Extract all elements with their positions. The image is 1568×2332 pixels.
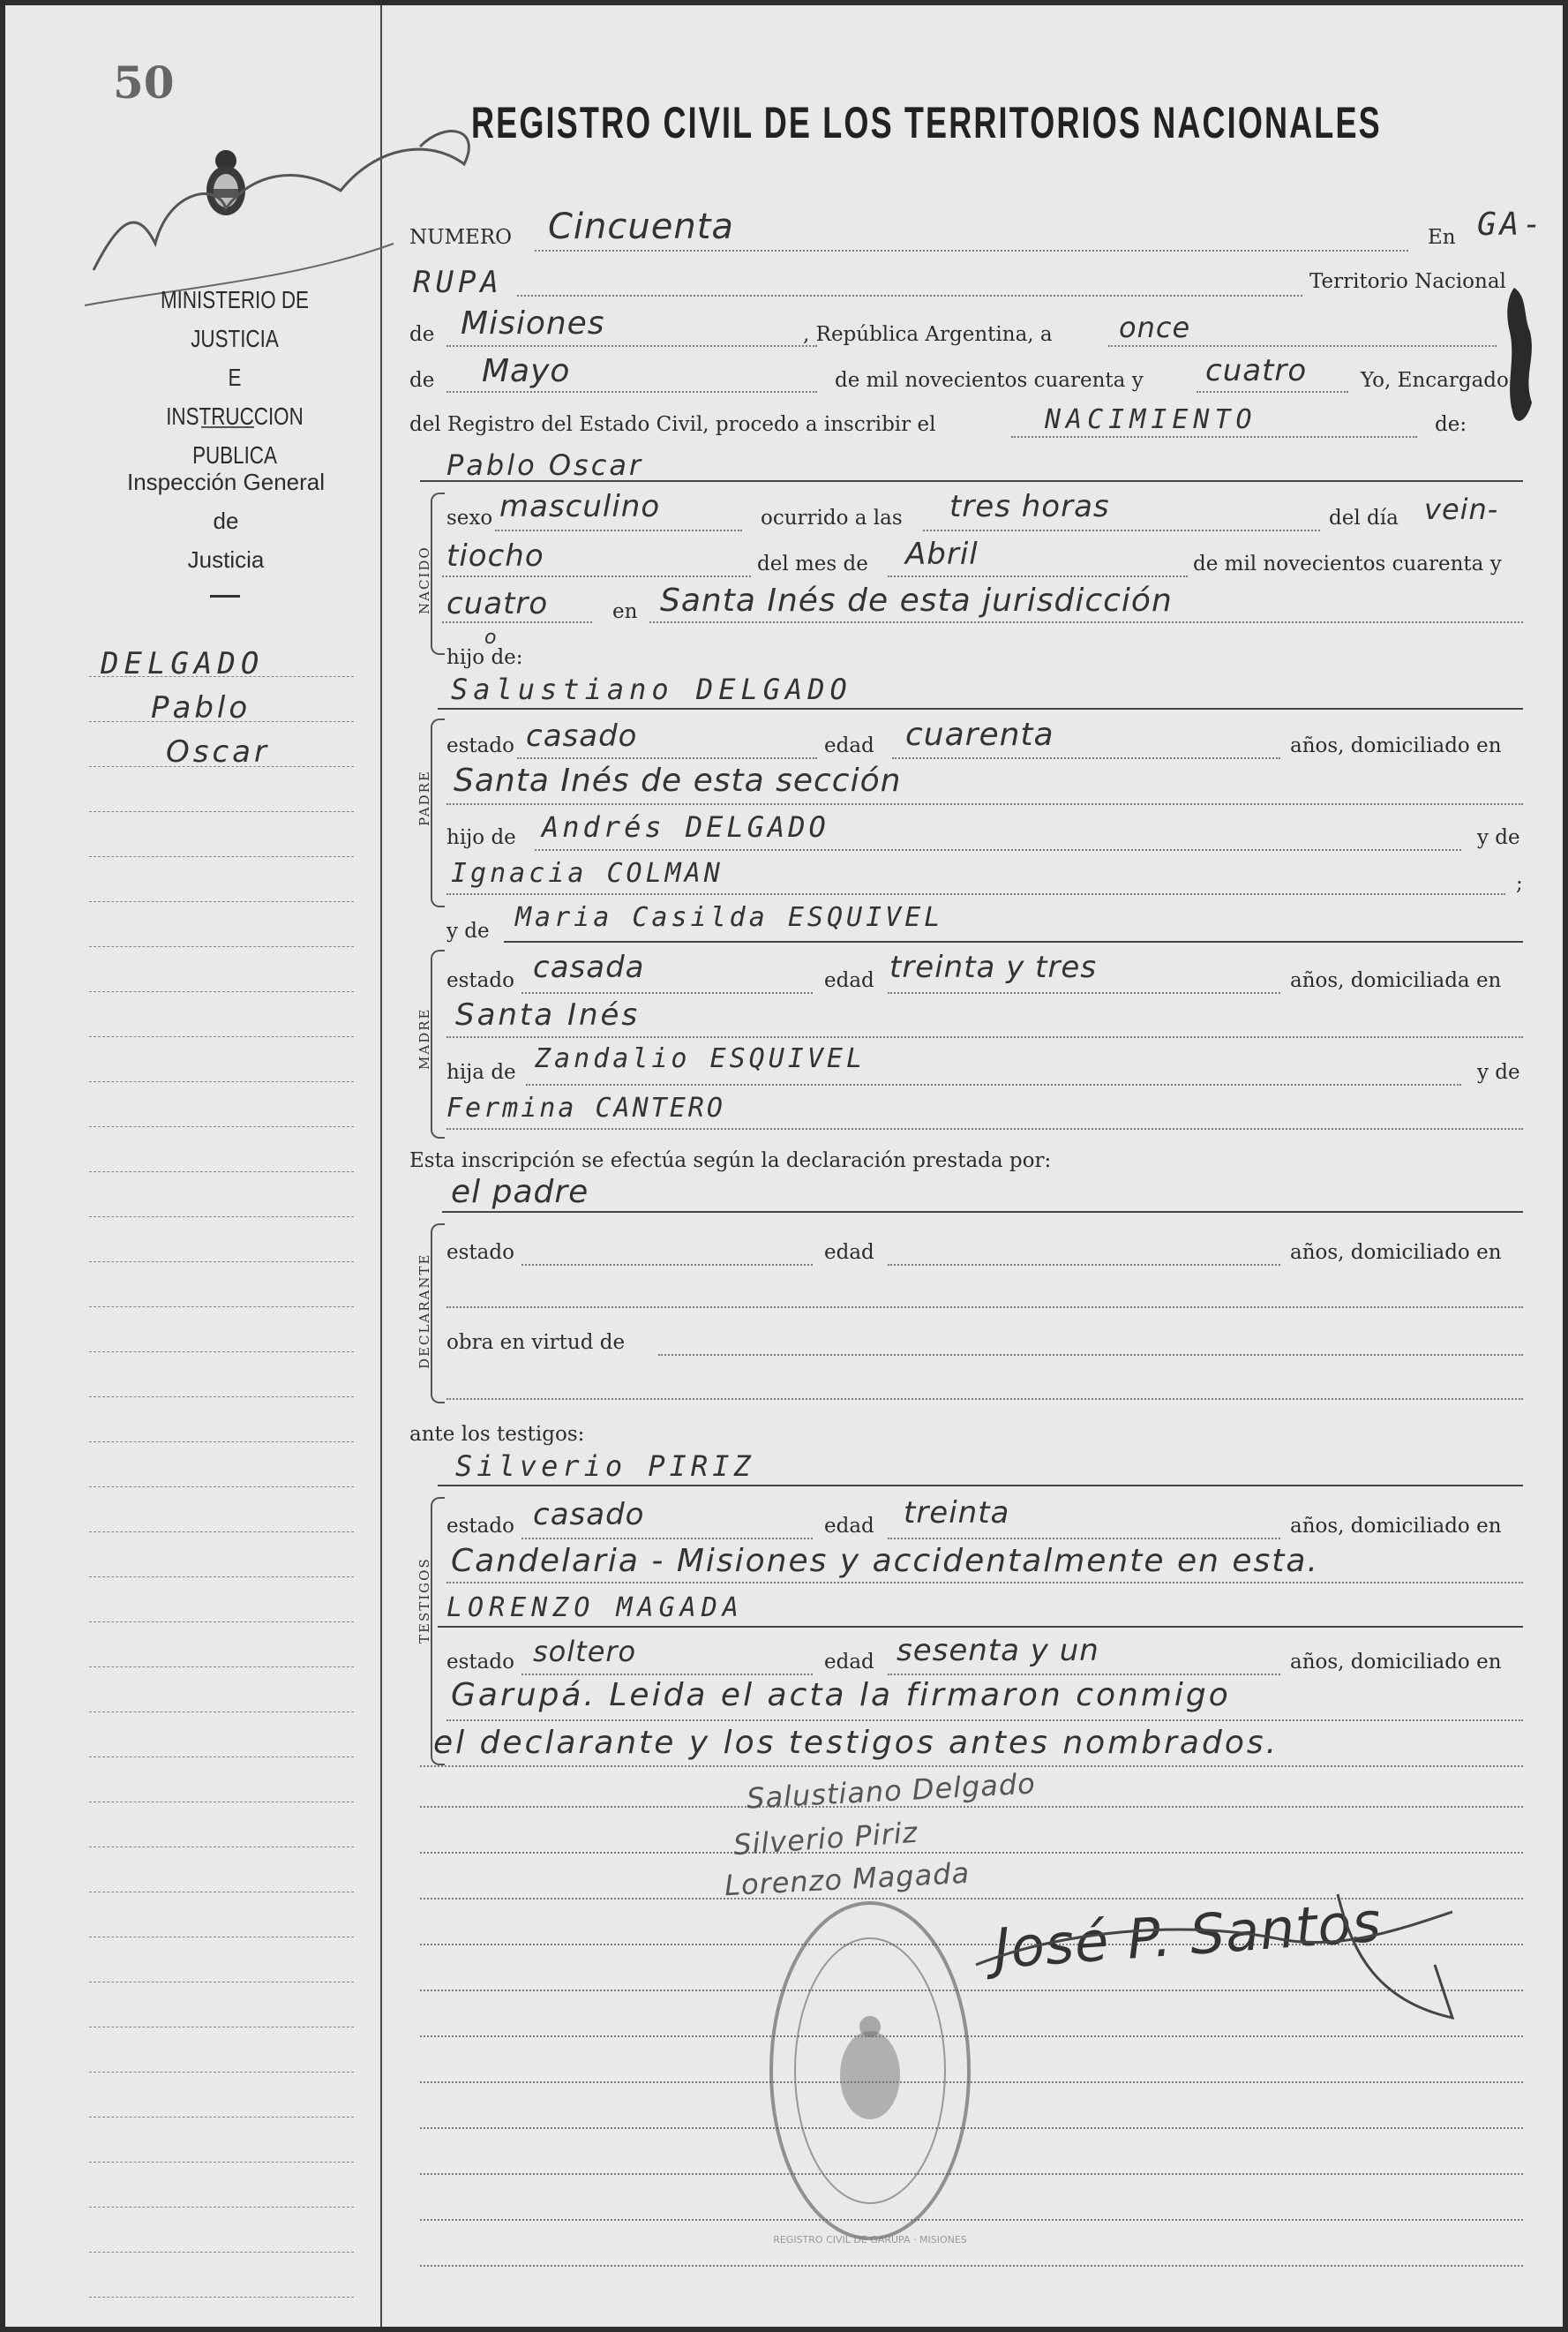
margin-note-surname: DELGADO: [101, 646, 265, 681]
lateral-label-madre: MADRE: [416, 1007, 432, 1070]
field-dia-2: tiocho: [446, 538, 544, 574]
field-testigo1-edad: treinta: [904, 1495, 1010, 1531]
label-mil-nov2: de mil novecientos cuarenta y: [1193, 553, 1502, 575]
field-tipo: NACIMIENTO: [1045, 404, 1257, 435]
divider: [201, 426, 254, 428]
margin-ruled-line: [89, 2297, 354, 2298]
ministry-heading: [129, 281, 341, 475]
field-madre-estado: casada: [533, 950, 645, 985]
margin-ruled-line: [89, 1486, 354, 1487]
label-estado: estado: [446, 734, 514, 757]
field-declarante: el padre: [451, 1174, 589, 1210]
label-edad: edad: [824, 1651, 874, 1674]
inspection-line-1: Inspección General: [126, 469, 326, 495]
field-anio-acta: cuatro: [1205, 353, 1308, 388]
field-testigo1-domicilio: Candelaria - Misiones y accidentalmente en esta.: [451, 1543, 1319, 1579]
margin-ruled-line: [89, 766, 354, 767]
margin-ruled-line: [89, 1126, 354, 1127]
margin-ruled-line: [89, 1306, 354, 1307]
label-republica: , República Argentina, a: [803, 323, 1053, 346]
field-padre-estado: casado: [526, 718, 638, 754]
signature-ruled-line: [420, 1852, 1523, 1854]
label-de-colon: de:: [1435, 413, 1467, 436]
label-y-de: y de: [1477, 1061, 1520, 1084]
margin-ruled-line: [89, 991, 354, 992]
page-number: 50: [113, 56, 175, 109]
label-y-de: y de: [446, 920, 490, 943]
label-declaracion: Esta inscripción se efectúa según la declaración prestada por:: [409, 1149, 1052, 1172]
field-abuelo-materno: Zandalio ESQUIVEL: [535, 1043, 867, 1074]
label-semicolon: ;: [1516, 872, 1523, 895]
label-hija-de: hija de: [446, 1061, 516, 1084]
label-obra: obra en virtud de: [446, 1331, 626, 1354]
margin-ruled-line: [89, 1666, 354, 1667]
label-hijo-de2: hijo de: [446, 826, 516, 849]
field-dia-acta: once: [1119, 311, 1191, 344]
label-edad: edad: [824, 969, 874, 992]
field-lugar-1: GA-: [1477, 207, 1546, 243]
label-en2: en: [612, 600, 638, 623]
ministry-line-2: E: [228, 364, 242, 391]
field-madre-domicilio: Santa Inés: [455, 997, 641, 1033]
margin-ruled-line: [89, 1396, 354, 1397]
margin-ruled-line: [89, 676, 354, 677]
label-en: En: [1428, 226, 1456, 249]
margin-ruled-line: [89, 1621, 354, 1622]
field-hijo-mark: o: [484, 627, 498, 649]
margin-note-name: Pablo: [151, 690, 251, 726]
margin-ruled-line: [89, 721, 354, 722]
field-anio: cuatro: [446, 586, 549, 621]
field-padre-nombre: Salustiano DELGADO: [451, 673, 852, 706]
label-estado: estado: [446, 1515, 514, 1538]
field-testigo2-edad: sesenta y un: [897, 1633, 1099, 1668]
ministry-line-1: MINISTERIO DE JUSTICIA: [160, 286, 309, 352]
margin-ruled-line: [89, 1711, 354, 1712]
label-ocurrido: ocurrido a las: [761, 507, 903, 530]
label-edad: edad: [824, 1515, 874, 1538]
label-anos-dom: años, domiciliado en: [1290, 1515, 1502, 1538]
signature-ruled-line: [420, 2265, 1523, 2267]
signature-ruled-line: [420, 1806, 1523, 1808]
inspection-line-3: Justicia: [187, 546, 265, 573]
inspection-line-2: de: [213, 508, 239, 534]
field-testigo2-nombre: LORENZO MAGADA: [446, 1592, 744, 1623]
label-edad: edad: [824, 734, 874, 757]
lateral-label-declarante: DECLARANTE: [416, 1253, 432, 1369]
margin-ruled-line: [89, 946, 354, 947]
lateral-label-nacido: NACIDO: [416, 545, 432, 614]
margin-ruled-line: [89, 1441, 354, 1442]
field-padre-edad: cuarenta: [905, 717, 1054, 753]
field-territorio: Misiones: [461, 305, 605, 342]
field-mes-acta: Mayo: [482, 353, 571, 389]
field-testigo2-estado: soltero: [533, 1635, 637, 1668]
field-dia-1: vein-: [1424, 493, 1499, 526]
field-abuela-materna: Fermina CANTERO: [446, 1093, 725, 1124]
field-numero: Cincuenta: [548, 207, 734, 247]
margin-ruled-line: [89, 2252, 354, 2253]
field-testigo2-domicilio: Garupá. Leida el acta la firmaron conmigo: [451, 1677, 1231, 1713]
field-mes: Abril: [905, 537, 979, 572]
label-del-mes: del mes de: [757, 553, 868, 575]
label-mil-nov: de mil novecientos cuarenta y: [835, 369, 1144, 392]
margin-ruled-line: [89, 2207, 354, 2208]
margin-ruled-line: [89, 2117, 354, 2118]
label-estado: estado: [446, 1651, 514, 1674]
label-sexo: sexo: [446, 507, 493, 530]
field-abuela-paterna: Ignacia COLMAN: [451, 858, 724, 889]
signature-testigo-1: Silverio Piriz: [731, 1815, 919, 1862]
lateral-label-testigos: TESTIGOS: [416, 1557, 432, 1644]
official-stamp-icon: [764, 1894, 976, 2247]
label-y-de: y de: [1477, 826, 1520, 849]
label-hijo-de: hijo de:: [446, 646, 523, 669]
document-sheet: [5, 5, 1563, 2327]
field-hora: tres horas: [949, 489, 1110, 524]
lateral-label-padre: PADRE: [416, 770, 432, 826]
margin-ruled-line: [89, 1351, 354, 1352]
label-anos-dom: años, domiciliado en: [1290, 734, 1502, 757]
field-testigo1-nombre: Silverio PIRIZ: [455, 1449, 755, 1483]
label-anos-dom: años, domiciliado en: [1290, 1651, 1502, 1674]
field-sexo: masculino: [499, 489, 661, 524]
label-de: de: [409, 323, 435, 346]
label-de: de: [409, 369, 435, 392]
label-estado: estado: [446, 969, 514, 992]
margin-ruled-line: [89, 811, 354, 812]
field-lugar-2: RUPA: [413, 265, 503, 300]
margin-ruled-line: [89, 1261, 354, 1262]
label-yo: Yo, Encargado: [1361, 369, 1509, 392]
signature-declarante: Salustiano Delgado: [746, 1766, 1037, 1816]
signature-flourish: [958, 1877, 1505, 2035]
signature-testigo-2: Lorenzo Magada: [724, 1855, 971, 1903]
label-estado: estado: [446, 1241, 514, 1264]
label-numero: NUMERO: [409, 226, 513, 249]
field-madre-nombre: Maria Casilda ESQUIVEL: [515, 902, 944, 933]
margin-ruled-line: [89, 901, 354, 902]
divider: [210, 595, 240, 598]
field-madre-edad: treinta y tres: [889, 950, 1098, 985]
margin-ruled-line: [89, 856, 354, 857]
label-del-dia: del día: [1329, 507, 1399, 530]
left-margin-column: [5, 5, 382, 2327]
margin-ruled-line: [89, 1216, 354, 1217]
label-territorio: Territorio Nacional: [1309, 270, 1506, 293]
label-anos-doma: años, domiciliada en: [1290, 969, 1502, 992]
margin-ruled-line: [89, 1171, 354, 1172]
page-title: REGISTRO CIVIL DE LOS TERRITORIOS NACIONALES: [471, 98, 1382, 147]
stamp-text: REGISTRO CIVIL DE GARUPA · MISIONES: [773, 2234, 967, 2245]
margin-ruled-line: [89, 1576, 354, 1577]
label-registro: del Registro del Estado Civil, procedo a inscribir el: [409, 413, 936, 436]
label-edad: edad: [824, 1241, 874, 1264]
field-abuelo-paterno: Andrés DELGADO: [542, 810, 829, 844]
signature-encargado: José P. Santos: [991, 1889, 1384, 1982]
margin-ruled-line: [89, 1531, 354, 1532]
margin-ruled-line: [89, 2162, 354, 2163]
margin-ruled-line: [89, 1081, 354, 1082]
margin-ruled-line: [89, 1036, 354, 1037]
label-anos-dom: años, domiciliado en: [1290, 1241, 1502, 1264]
closing-statement: el declarante y los testigos antes nombrados.: [433, 1725, 1279, 1761]
ministry-line-3: INSTRUCCION PUBLICA: [166, 402, 304, 469]
field-padre-domicilio: Santa Inés de esta sección: [454, 763, 902, 799]
field-lugar-nac: Santa Inés de esta jurisdicción: [660, 583, 1173, 619]
field-testigo1-estado: casado: [533, 1497, 645, 1532]
label-ante: ante los testigos:: [409, 1423, 585, 1446]
field-nombre: Pablo Oscar: [446, 448, 644, 482]
inspection-heading: [102, 463, 349, 579]
margin-note-name: Oscar: [166, 734, 270, 770]
ink-blot: [1497, 279, 1541, 438]
